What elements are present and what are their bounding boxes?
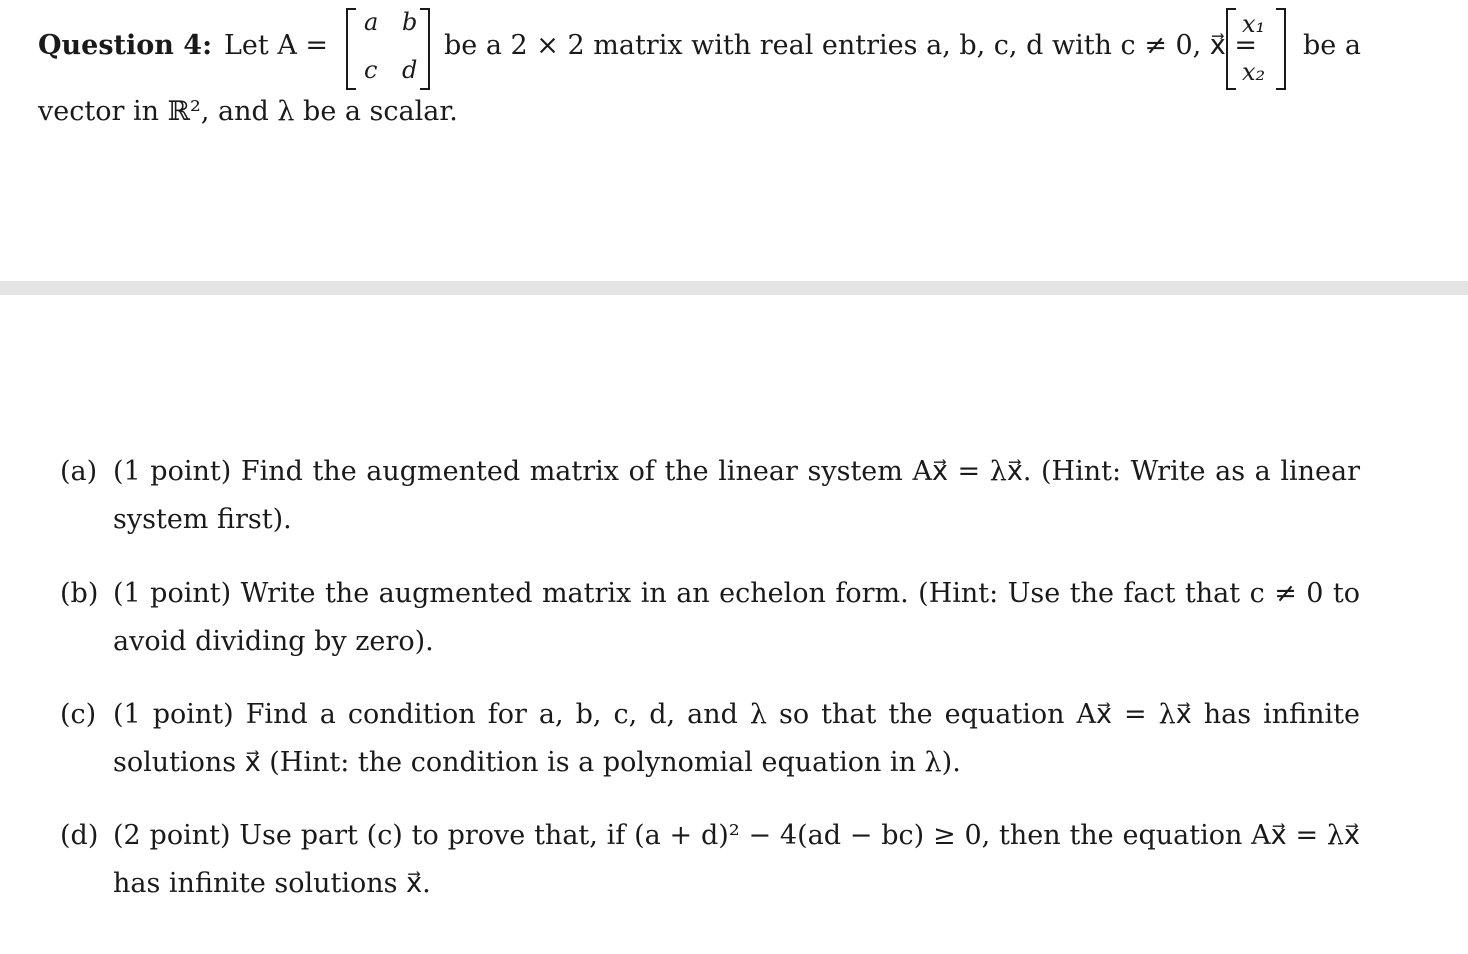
part-d (60, 812, 1360, 908)
let-text: Let A = (224, 30, 329, 61)
part-b-label: (b) (60, 578, 99, 609)
part-c-text: (1 point) Find a condition for a, b, c, d, and λ so that the equation Ax⃗ = λx⃗ has infinite solutions x⃗ (Hint: the condition is a polynomial equation in λ). (113, 699, 1360, 778)
matrix-entry-b: b (402, 8, 418, 36)
part-a-text: (1 point) Find the augmented matrix of the linear system Ax⃗ = λx⃗. (Hint: Write as a linear system first). (113, 456, 1360, 535)
part-b (60, 570, 1360, 666)
vector-entry-x1: x₁ (1242, 10, 1266, 38)
matrix-right-bracket (420, 8, 430, 90)
matrix-entry-d: d (402, 56, 418, 84)
vector-x (1226, 4, 1286, 90)
part-a-label: (a) (60, 456, 98, 487)
part-d-label: (d) (60, 820, 99, 851)
question-label: Question 4: (38, 30, 213, 61)
part-d-text: (2 point) Use part (c) to prove that, if (a + d)² − 4(ad − bc) ≥ 0, then the equation Ax⃗ = λx⃗ has infinite solutions x⃗. (113, 820, 1360, 899)
question-intro (38, 4, 1438, 94)
vector-entry-x2: x₂ (1242, 58, 1266, 86)
matrix-entry-a: a (364, 8, 379, 36)
vector-left-bracket (1226, 8, 1236, 90)
vector-right-bracket (1276, 8, 1286, 90)
matrix-left-bracket (346, 8, 356, 90)
matrix-a (346, 4, 430, 90)
part-c-label: (c) (60, 699, 97, 730)
section-divider (0, 281, 1468, 295)
part-b-text: (1 point) Write the augmented matrix in an echelon form. (Hint: Use the fact that c ≠ 0 to avoid dividing by zero). (113, 578, 1360, 657)
intro-end-text: be a (1303, 30, 1361, 61)
matrix-entry-c: c (364, 56, 378, 84)
intro-line-2: vector in ℝ², and λ be a scalar. (38, 96, 458, 127)
matrix-description: be a 2 × 2 matrix with real entries a, b, c, d with c ≠ 0, x⃗ = (444, 30, 1257, 61)
part-c (60, 691, 1360, 787)
part-a (60, 448, 1360, 544)
